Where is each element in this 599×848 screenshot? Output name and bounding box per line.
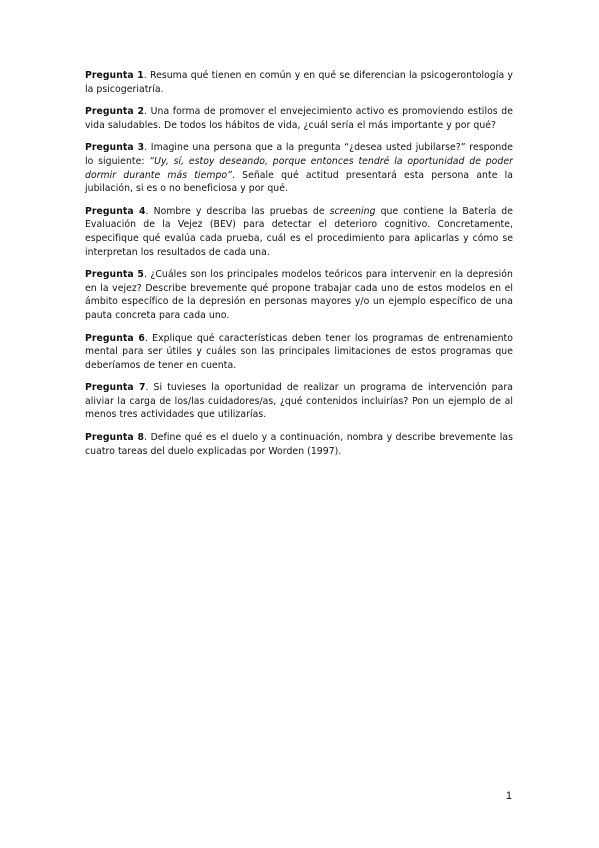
page-number: 1 [505,790,512,802]
question-1-text: . Resuma qué tienen en común y en qué se diferencian la psicogerontología y la psicogeriatría. [85,70,513,95]
question-list [85,69,513,467]
question-6-label: Pregunta 6 [85,332,145,344]
question-5-label: Pregunta 5 [85,269,144,281]
question-8-text: . Define qué es el duelo y a continuación, nombra y describe brevemente las cuatro tareas del duelo explicadas por Worden (1997). [85,432,513,457]
question-6 [85,332,513,373]
question-7 [85,381,513,422]
question-8-label: Pregunta 8 [85,432,145,444]
question-7-label: Pregunta 7 [85,382,146,394]
question-7-text: . Si tuvieses la oportunidad de realizar un programa de intervención para aliviar la carga de los/las cuidadores/as, ¿qué contenidos incluirías? Pon un ejemplo de al menos tres actividades que utilizarías. [85,382,513,421]
question-1 [85,69,513,96]
question-3 [85,141,513,195]
question-4-label: Pregunta 4 [85,205,146,217]
question-8 [85,431,513,458]
question-5-text: . ¿Cuáles son los principales modelos teóricos para intervenir en la depresión en la vejez? Describe brevemente qué propone trabajar cada uno de estos modelos en el ámbito específico de la depresión en personas mayores y/o un ejemplo específico de una pauta concreta para cada uno. [85,269,513,321]
question-4-text-before: . Nombre y describa las pruebas de [145,205,330,217]
question-1-label: Pregunta 1 [85,70,144,81]
question-2 [85,105,513,132]
question-3-label: Pregunta 3 [85,142,145,154]
question-3-text-after: . Señale qué actitud presentará esta persona ante la jubilación, si es o no beneficiosa y por qué. [85,169,513,195]
question-4-italic-term: screening [329,205,376,217]
question-3-quote: “Uy, sí, estoy deseando, porque entonces tendré la oportunidad de poder dormir durante más tiempo” [85,155,513,181]
question-4-text-after: que contiene la Batería de Evaluación de la Vejez (BEV) para detectar el deterioro cognitivo. Concretamente, especifique qué evalúa cada prueba, cuál es el procedimiento para aplicarlas y cómo se interpretan los resultados de cada una. [85,205,513,258]
question-5 [85,268,513,322]
question-4 [85,205,513,259]
question-2-text: . Una forma de promover el envejecimiento activo es promoviendo estilos de vida saludables. De todos los hábitos de vida, ¿cuál sería el más importante y por qué? [85,106,513,131]
question-6-text: . Explique qué características deben tener los programas de entrenamiento mental para ser útiles y cuáles son las principales limitaciones de estos programas que deberíamos de tener en cuenta. [85,332,513,371]
question-2-label: Pregunta 2 [85,106,145,118]
question-3-text-before: . Imagine una persona que a la pregunta “¿desea usted jubilarse?” responde lo siguiente: [85,142,513,167]
